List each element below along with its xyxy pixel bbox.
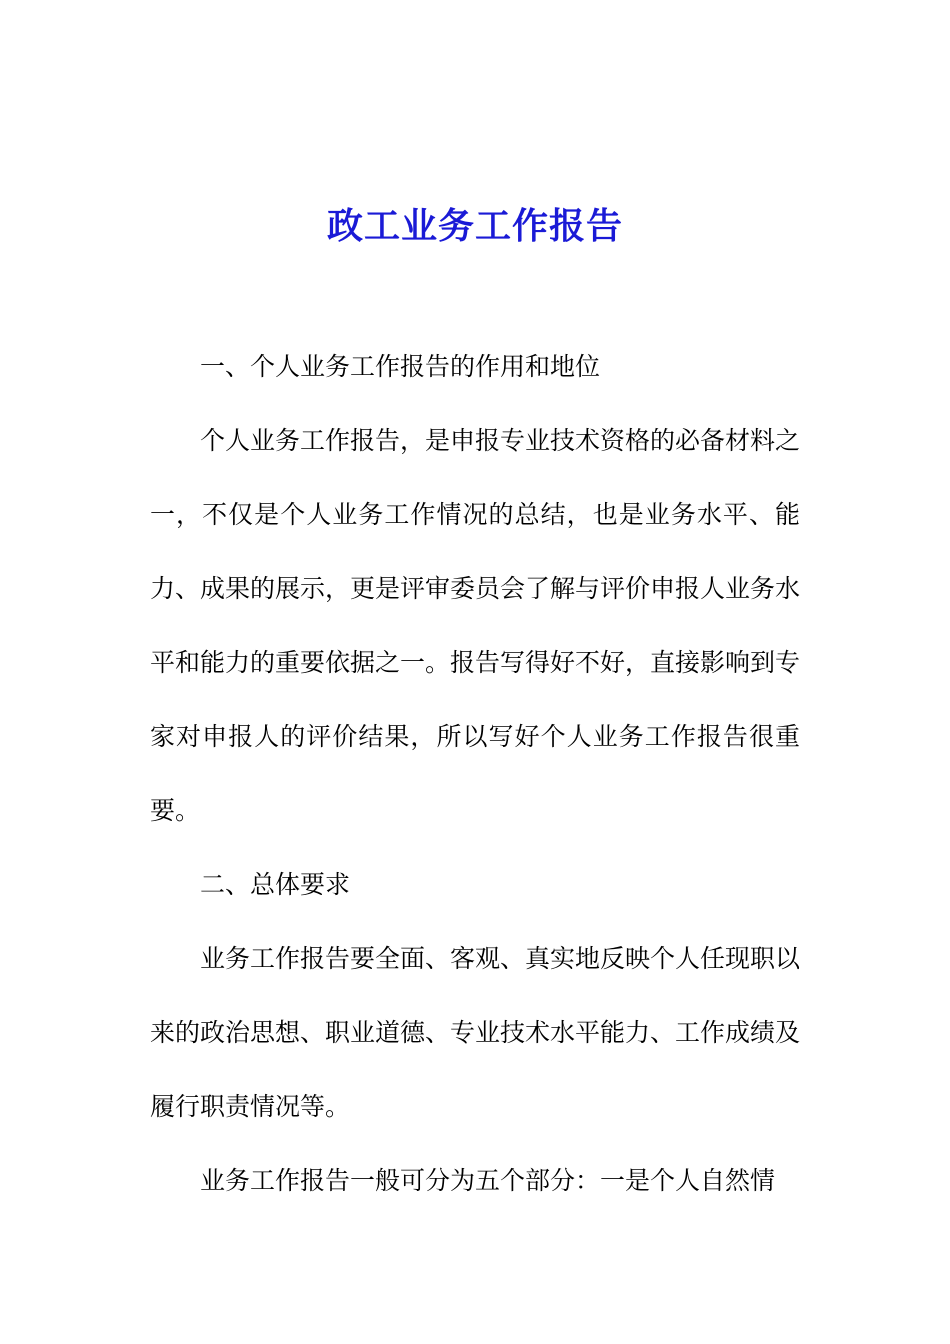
- paragraph-1: 个人业务工作报告，是申报专业技术资格的必备材料之一，不仅是个人业务工作情况的总结，也是业务水平、能力、成果的展示，更是评审委员会了解与评价申报人业务水平和能力的重要依据之一。报告写得好不好，直接影响到专家对申报人的评价结果，所以写好个人业务工作报告很重要。: [150, 426, 801, 825]
- paragraph-2: 业务工作报告要全面、客观、真实地反映个人任现职以来的政治思想、职业道德、专业技术水平能力、工作成绩及履行职责情况等。: [150, 944, 801, 1121]
- document-body: [150, 330, 800, 1218]
- section-heading-1: 一、个人业务工作报告的作用和地位: [200, 352, 601, 381]
- paragraph-3: 业务工作报告一般可分为五个部分：一是个人自然情: [200, 1166, 776, 1195]
- document-title: 政工业务工作报告: [326, 205, 623, 248]
- section-heading-2: 二、总体要求: [200, 870, 351, 899]
